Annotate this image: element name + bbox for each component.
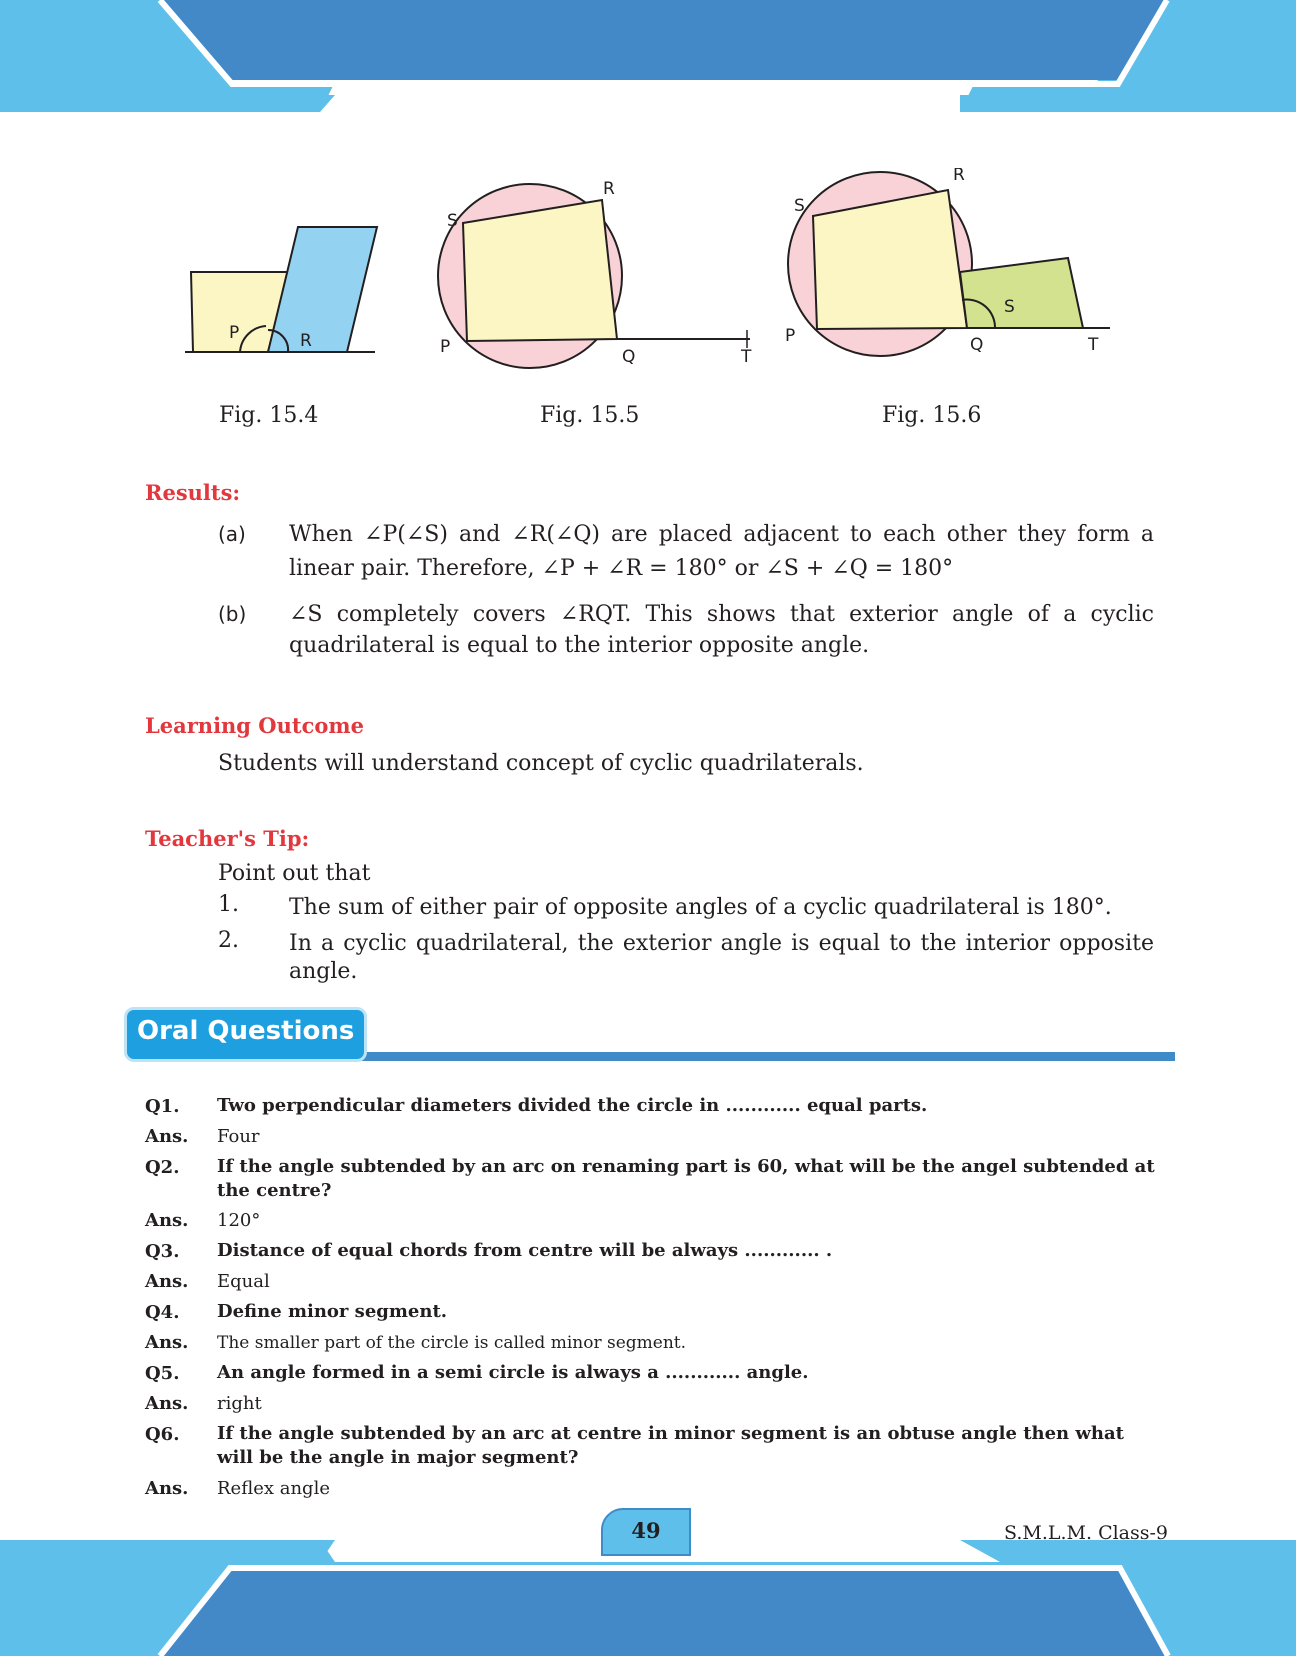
answer-1-label: Ans. <box>145 1126 189 1147</box>
learning-outcome-heading: Learning Outcome <box>145 713 364 738</box>
answer-3-label: Ans. <box>145 1271 189 1292</box>
result-item-b-line2: quadrilateral is equal to the interior opposite angle. <box>289 633 870 658</box>
fig1-label-r: R <box>300 331 312 351</box>
figure-15-4 <box>185 220 385 360</box>
page-number: 49 <box>631 1518 661 1543</box>
book-label: S.M.L.M. Class-9 <box>1004 1522 1169 1544</box>
teachers-tip-intro: Point out that <box>218 861 371 886</box>
question-2-label: Q2. <box>145 1157 180 1178</box>
question-4-text: Define minor segment. <box>217 1301 448 1322</box>
question-2-text: If the angle subtended by an arc on renaming part is 60, what will be the angel subtended at the centre? <box>217 1156 1155 1201</box>
bottom-banner <box>0 1540 1296 1656</box>
fig3-label-p: P <box>785 326 796 346</box>
result-item-b-label: (b) <box>218 602 247 626</box>
answer-1-text: Four <box>217 1126 260 1147</box>
question-5-text: An angle formed in a semi circle is always a ............ angle. <box>217 1362 809 1383</box>
question-1-label: Q1. <box>145 1096 180 1117</box>
fig2-label-p: P <box>440 337 451 357</box>
tip-item-1-number: 1. <box>218 892 239 917</box>
learning-outcome-text: Students will understand concept of cyclic quadrilaterals. <box>218 751 864 776</box>
tip-item-2-number: 2. <box>218 928 239 953</box>
fig3-label-s2: S <box>1004 297 1015 317</box>
fig2-label-s: S <box>447 211 458 231</box>
question-3-text: Distance of equal chords from centre will be always ............ . <box>217 1240 833 1261</box>
parallelogram-shape <box>268 227 377 352</box>
result-item-a-line2: linear pair. Therefore, ∠P + ∠R = 180° or ∠S + ∠Q = 180° <box>289 556 954 581</box>
oral-questions-title: Oral Questions <box>137 1016 355 1046</box>
answer-4-label: Ans. <box>145 1332 189 1353</box>
top-banner <box>0 0 1296 120</box>
cyclic-quad-shape <box>463 200 617 341</box>
result-item-a-label: (a) <box>218 522 246 546</box>
fig2-label-q: Q <box>622 347 636 367</box>
answer-5-text: right <box>217 1393 262 1414</box>
question-6-text: If the angle subtended by an arc at centre in minor segment is an obtuse angle then what will be the angle in major segment? <box>217 1423 1124 1468</box>
results-heading: Results: <box>145 480 241 505</box>
fig1-label-p: P <box>229 323 240 343</box>
oral-questions-rule <box>360 1052 1175 1061</box>
question-5-label: Q5. <box>145 1363 180 1384</box>
cut-angle-piece <box>960 258 1083 328</box>
result-item-b-line1: ∠S completely covers ∠RQT. This shows that exterior angle of a cyclic <box>289 602 1154 627</box>
result-item-a-line1: When ∠P(∠S) and ∠R(∠Q) are placed adjacent to each other they form a <box>289 522 1154 547</box>
fig3-label-r: R <box>953 168 965 185</box>
tip-item-2-line2: angle. <box>289 959 358 984</box>
fig3-label-t: T <box>1088 335 1099 355</box>
tip-item-1-text: The sum of either pair of opposite angles of a cyclic quadrilateral is 180°. <box>289 895 1112 920</box>
answer-5-label: Ans. <box>145 1393 189 1414</box>
question-6-label: Q6. <box>145 1424 180 1445</box>
fig-caption-15-4: Fig. 15.4 <box>219 403 319 428</box>
answer-2-text: 120° <box>217 1210 261 1231</box>
figure-15-5 <box>430 180 760 380</box>
fig-caption-15-5: Fig. 15.5 <box>540 403 640 428</box>
answer-6-label: Ans. <box>145 1478 189 1499</box>
question-3-label: Q3. <box>145 1241 180 1262</box>
answer-2-label: Ans. <box>145 1210 189 1231</box>
question-1-text: Two perpendicular diameters divided the circle in ............ equal parts. <box>217 1095 928 1116</box>
fig3-label-s: S <box>794 196 805 216</box>
figure-15-6 <box>780 168 1120 368</box>
question-4-label: Q4. <box>145 1302 180 1323</box>
fig2-label-r: R <box>603 180 615 199</box>
answer-3-text: Equal <box>217 1271 270 1292</box>
answer-4-text: The smaller part of the circle is called minor segment. <box>217 1333 687 1353</box>
tip-item-2-line1: In a cyclic quadrilateral, the exterior angle is equal to the interior opposite <box>289 931 1154 956</box>
fig2-label-t: T <box>741 347 752 367</box>
teachers-tip-heading: Teacher's Tip: <box>145 826 310 851</box>
fig3-label-q: Q <box>970 335 984 355</box>
cyclic-quad-shape <box>813 190 967 329</box>
answer-6-text: Reflex angle <box>217 1478 330 1499</box>
fig-caption-15-6: Fig. 15.6 <box>882 403 982 428</box>
